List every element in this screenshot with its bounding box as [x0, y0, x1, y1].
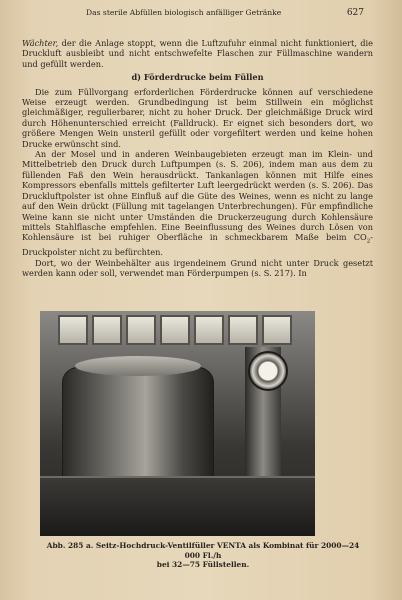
window [262, 315, 292, 345]
section-heading: d) Förderdrucke beim Füllen [131, 72, 264, 83]
caption-line-1: Abb. 285 a. Seitz-Hochdruck-Ventilfüller VENTA als Kombinat für 2000—24 000 Fl./h [46, 541, 360, 560]
paragraph-3-text-b: -Druckpolster nicht zu befürchten. [22, 232, 373, 258]
running-title: Das sterile Abfüllen biologisch anfälliger Getränke [86, 8, 282, 17]
filler-tank [62, 367, 214, 489]
page-header [40, 6, 364, 20]
window [194, 315, 224, 345]
paragraph-3 [22, 149, 373, 258]
window [228, 315, 258, 345]
machine-base [40, 476, 315, 536]
paragraph-2: Die zum Füllvorgang erforderlichen Förderdrucke können auf verschiedene Weise erzeugt werden. Grundbedingung ist beim Stillwein ein möglichst gleichmäßiger, regulierbarer, nicht zu hoher Druck. Der gleichmäßige Druck wird durch Höhenunterschied erreicht (Falldruck). Er eignet sich besonders dort, wo größere Mengen Wein unsteril gefüllt oder vorgefiltert werden und keine hohen Drucke erwünscht sind. [22, 86, 373, 149]
page-number: 627 [346, 8, 364, 18]
window [58, 315, 88, 345]
window [160, 315, 190, 345]
machine-photo [40, 311, 315, 536]
window [126, 315, 156, 345]
pressure-gauge [248, 351, 288, 391]
paragraph-1-text: der die Anlage stoppt, wenn die Luftzufuhr einmal nicht funktioniert, die Druckluft ausbleibt und nicht entschwefelte Flaschen zur Füllmaschine wandern und gefüllt werden. [22, 38, 373, 69]
window [92, 315, 122, 345]
paragraph-3-text-a: An der Mosel und in anderen Weinbaugebieten erzeugt man im Klein- und Mittelbetrieb den Druck durch Luftpumpen (s. S. 206), indem man aus dem zu füllenden Faß den Wein herausdrückt. Tankanlagen können mit Hilfe eines Kompressors ebenfalls mittels gefilterter Luft leergedrückt werden (s. S. 206). Das Druckluftpolster ist ohne Einfluß auf die Güte des Weines, wenn es nicht zu lange auf den Wein drückt (Füllung mit tagelangen Unterbrechungen). Für empfindliche Weine kann sie nicht unter Umständen die Druckerzeugung durch Kohlensäure mittels Stahlflasche empfehlen. Eine Beeinflussung des Weines durch Lösen von Kohlensäure ist bei ruhiger Oberfläche in schmeckbarem Maße beim CO [22, 149, 373, 243]
body-text [22, 38, 373, 279]
figure-caption [40, 541, 366, 570]
paragraph-1 [22, 38, 373, 69]
co2-subscript: 2 [366, 238, 371, 245]
paragraph-4: Dort, wo der Weinbehälter aus irgendeinem Grund nicht unter Druck gesetzt werden kann oder soll, verwendet man Förderpumpen (s. S. 217). In [22, 257, 373, 279]
caption-line-2: bei 32—75 Füllstellen. [156, 560, 250, 570]
emphasized-word: Wächter, [22, 38, 59, 48]
